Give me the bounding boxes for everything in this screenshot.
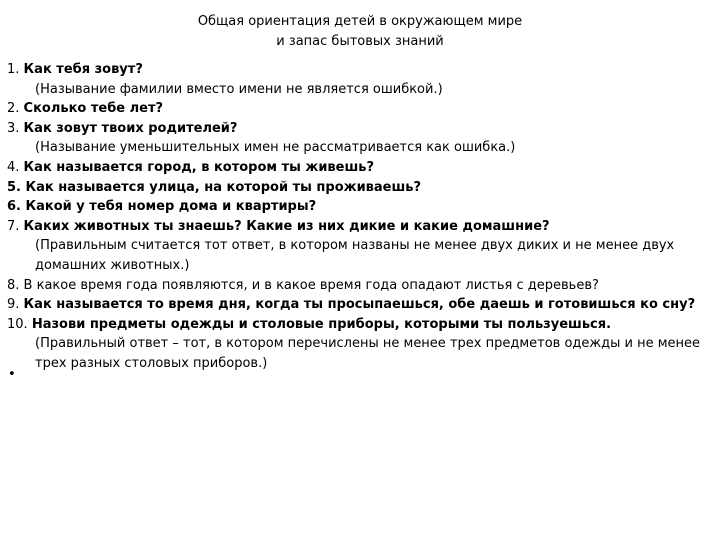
question-text: Как называется улица, на которой ты проживаешь?: [25, 179, 422, 195]
question-2: [7, 99, 713, 119]
question-number: 9.: [7, 297, 20, 313]
question-list: [7, 60, 713, 374]
question-7: [7, 217, 713, 237]
question-number: 4.: [7, 159, 20, 175]
question-number: 10.: [7, 316, 28, 332]
question-text: Сколько тебе лет?: [23, 101, 164, 117]
question-number: 6.: [7, 199, 21, 215]
question-3: [7, 119, 713, 139]
note-line: (Называние уменьшительных имен не рассматривается как ошибка.): [35, 140, 516, 156]
question-6: [7, 197, 713, 217]
question-9: [7, 295, 713, 315]
question-5: [7, 178, 713, 198]
note-line: трех разных столовых приборов.): [35, 355, 268, 371]
question-text: Как зовут твоих родителей?: [23, 120, 238, 136]
question-number: 1.: [7, 62, 20, 77]
question-number: 3.: [7, 120, 20, 136]
question-text: Как называется город, в котором ты живешь?: [23, 159, 375, 175]
question-note: [7, 334, 713, 373]
question-text: Как тебя зовут?: [23, 62, 143, 77]
note-line: (Правильный ответ – тот, в котором перечислены не менее трех предметов одежды и не менее: [35, 336, 700, 352]
question-4: [7, 158, 713, 178]
title-line-2: и запас бытовых знаний: [276, 34, 444, 49]
title-line-1: Общая ориентация детей в окружающем мире: [197, 14, 523, 29]
question-note: [7, 80, 713, 100]
question-10: [7, 315, 713, 335]
note-line: (Называние фамилии вместо имени не является ошибкой.): [35, 81, 443, 97]
question-note: [7, 236, 713, 275]
question-text: Как называется то время дня, когда ты просыпаешься, обе даешь и готовишься ко сну?: [23, 297, 696, 313]
question-8: [7, 276, 713, 296]
question-text: В какое время года появляются, и в какое время года опадают листья с деревьев?: [23, 277, 599, 293]
question-1: [7, 60, 713, 80]
slide-title: [0, 12, 720, 52]
question-text: Каких животных ты знаешь? Какие из них дикие и какие домашние?: [23, 218, 550, 234]
note-line: (Правильным считается тот ответ, в котором названы не менее двух диких и не менее двух: [35, 238, 675, 254]
note-line: домашних животных.): [35, 257, 190, 273]
question-text: Какой у тебя номер дома и квартиры?: [25, 199, 317, 215]
question-number: 5.: [7, 179, 21, 195]
question-number: 7.: [7, 218, 20, 234]
empty-bullet: •: [8, 367, 16, 382]
question-note: [7, 138, 713, 158]
question-text: Назови предметы одежды и столовые приборы, которыми ты пользуешься.: [31, 316, 612, 332]
question-number: 2.: [7, 101, 20, 117]
question-number: 8.: [7, 277, 20, 293]
